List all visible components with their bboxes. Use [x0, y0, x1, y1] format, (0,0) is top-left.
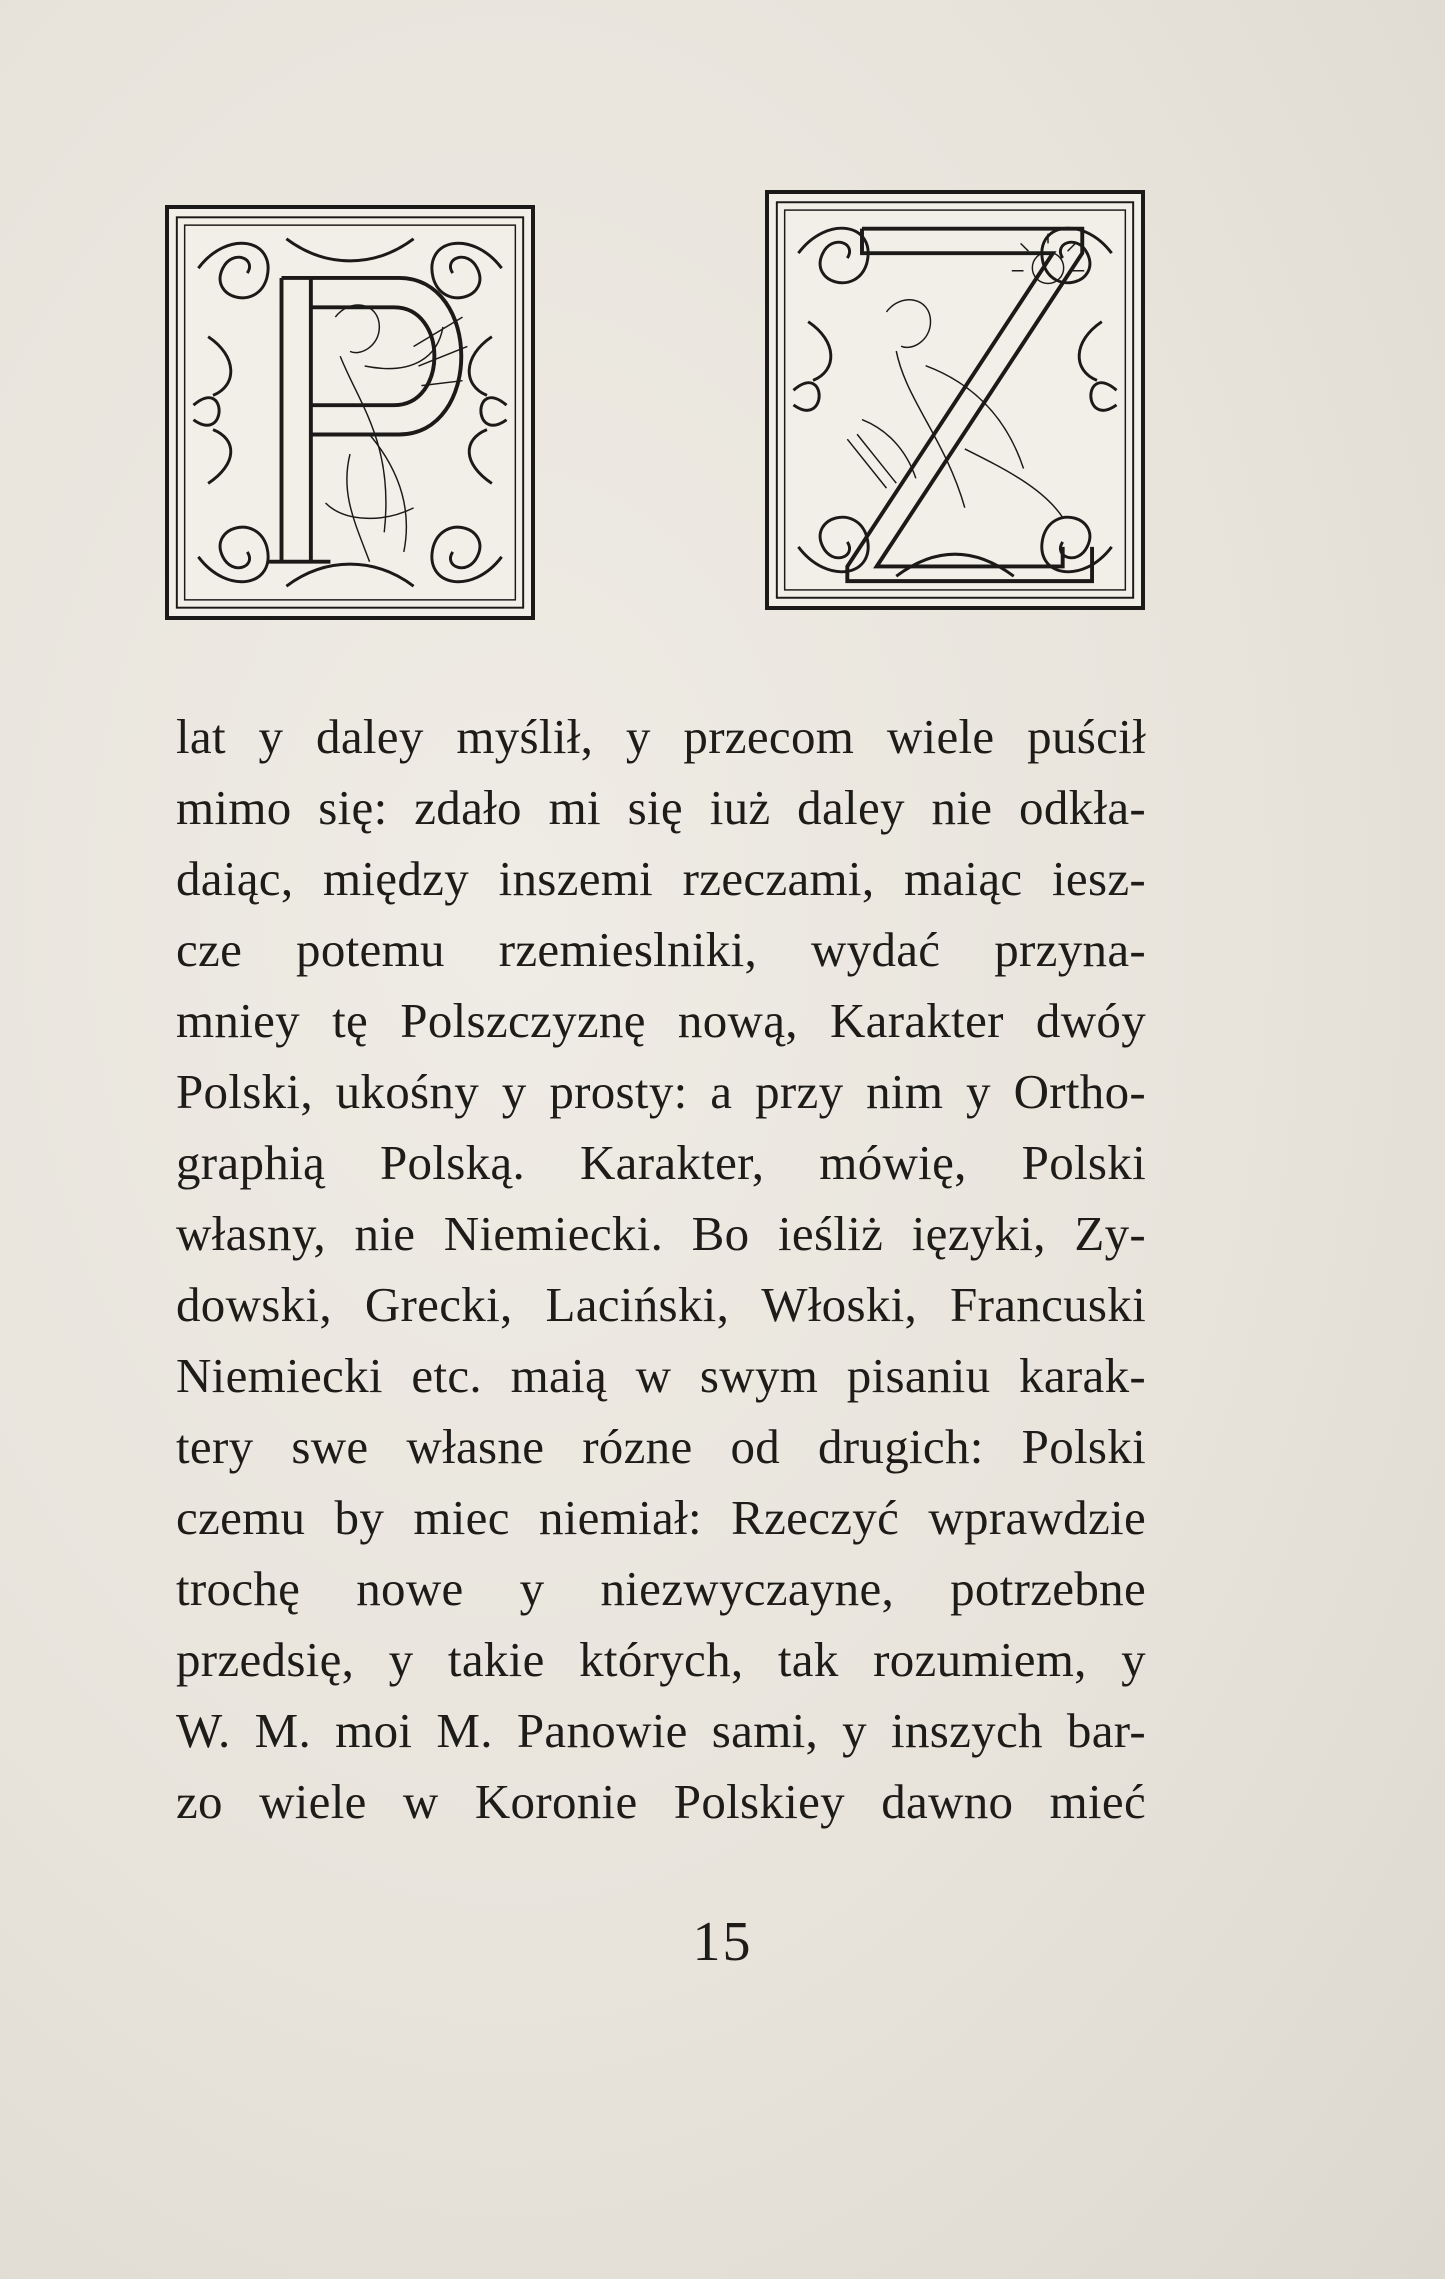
text-line: własny, nie Niemiecki. Bo ieśliż ięzyki, Zy- — [176, 1206, 1146, 1261]
text-line: mniey tę Polszczyznę nową, Karakter dwóy — [176, 993, 1146, 1048]
text-line: dowski, Grecki, Laciński, Włoski, Francuski — [176, 1277, 1146, 1332]
ornamental-initial-p-icon — [165, 205, 535, 620]
text-line: zo wiele w Koronie Polskiey dawno mieć — [176, 1774, 1146, 1829]
text-line: tery swe własne rózne od drugich: Polski — [176, 1419, 1146, 1474]
ornamental-initial-z-icon — [765, 190, 1145, 610]
text-line: mimo się: zdało mi się iuż daley nie odkła- — [176, 780, 1146, 835]
text-line: Polski, ukośny y prosty: a przy nim y Ortho- — [176, 1064, 1146, 1119]
page-number: 15 — [692, 1911, 753, 1973]
text-line: graphią Polską. Karakter, mówię, Polski — [176, 1135, 1146, 1190]
text-line: przedsię, y takie których, tak rozumiem, y — [176, 1632, 1146, 1687]
text-line: daiąc, między inszemi rzeczami, maiąc iesz- — [176, 851, 1146, 906]
text-line: lat y daley myślił, y przecom wiele puścił — [176, 709, 1146, 764]
text-line: Niemiecki etc. maią w swym pisaniu karak- — [176, 1348, 1146, 1403]
body-text — [176, 701, 1146, 1837]
text-line: cze potemu rzemieslniki, wydać przyna- — [176, 922, 1146, 977]
text-line: trochę nowe y niezwyczayne, potrzebne — [176, 1561, 1146, 1616]
text-line: czemu by miec niemiał: Rzeczyć wprawdzie — [176, 1490, 1146, 1545]
text-line: W. M. moi M. Panowie sami, y inszych bar- — [176, 1703, 1146, 1758]
